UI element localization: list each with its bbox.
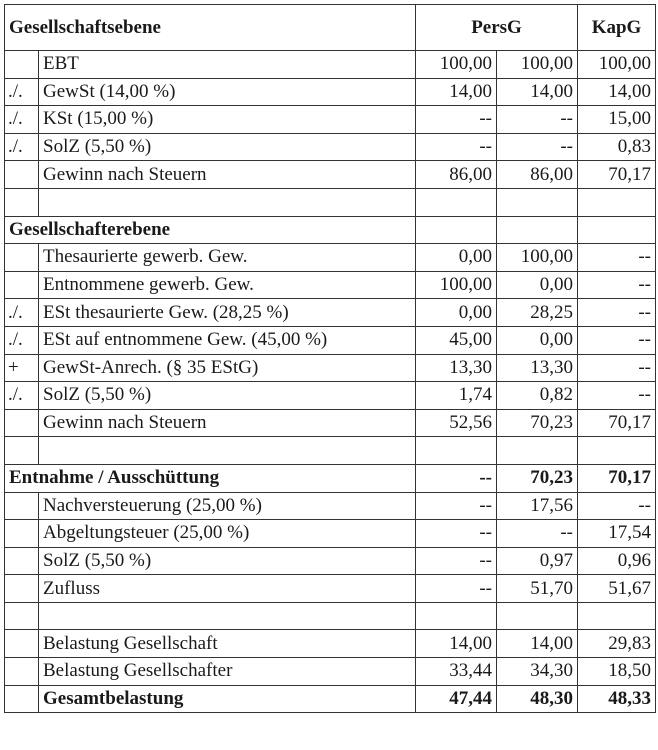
- spacer-row: [5, 188, 656, 216]
- value-persg-2: 0,97: [497, 547, 578, 575]
- value-persg-2: 28,25: [497, 299, 578, 327]
- section-heading-gesellschaftsebene: Gesellschaftsebene: [5, 5, 416, 51]
- row-sign: [5, 575, 39, 603]
- value-kapg: 18,50: [578, 658, 656, 686]
- row-sign: [5, 409, 39, 437]
- row-sign: ./.: [5, 133, 39, 161]
- value-persg-2: --: [497, 133, 578, 161]
- row-label: SolZ (5,50 %): [39, 547, 416, 575]
- value-persg-1: 0,00: [416, 244, 497, 272]
- value-kapg: --: [578, 326, 656, 354]
- table-row: [5, 271, 656, 299]
- value-kapg: 29,83: [578, 630, 656, 658]
- spacer-row: [5, 437, 656, 465]
- value-kapg: --: [578, 244, 656, 272]
- value-kapg: 14,00: [578, 78, 656, 106]
- value-persg-2: 13,30: [497, 354, 578, 382]
- value-persg-1: --: [416, 520, 497, 548]
- column-header-persg: PersG: [416, 5, 578, 51]
- value-persg-1: --: [416, 464, 497, 492]
- value-persg-1: 1,74: [416, 382, 497, 410]
- value-persg-2: --: [497, 106, 578, 134]
- table-row: [5, 326, 656, 354]
- value-persg-1: --: [416, 547, 497, 575]
- row-label: SolZ (5,50 %): [39, 382, 416, 410]
- value-persg-1: --: [416, 106, 497, 134]
- value-persg-1: 100,00: [416, 51, 497, 79]
- value-persg-1: 33,44: [416, 658, 497, 686]
- table-row: [5, 630, 656, 658]
- row-sign: [5, 658, 39, 686]
- table-row: [5, 354, 656, 382]
- row-label: GewSt-Anrech. (§ 35 EStG): [39, 354, 416, 382]
- value-kapg: 70,17: [578, 409, 656, 437]
- table-row: [5, 382, 656, 410]
- total-persg-1: 47,44: [416, 685, 497, 713]
- value-persg-1: --: [416, 575, 497, 603]
- value-persg-2: 0,82: [497, 382, 578, 410]
- row-sign: [5, 244, 39, 272]
- total-kapg: 48,33: [578, 685, 656, 713]
- value-persg-2: 100,00: [497, 51, 578, 79]
- column-header-kapg: KapG: [578, 5, 656, 51]
- row-sign: [5, 51, 39, 79]
- value-kapg: --: [578, 271, 656, 299]
- table-row: [5, 299, 656, 327]
- row-label: Thesaurierte gewerb. Gew.: [39, 244, 416, 272]
- row-label: EBT: [39, 51, 416, 79]
- value-persg-1: 14,00: [416, 78, 497, 106]
- row-label: Belastung Gesellschafter: [39, 658, 416, 686]
- value-kapg: 17,54: [578, 520, 656, 548]
- value-kapg: 0,96: [578, 547, 656, 575]
- row-sign: [5, 685, 39, 713]
- value-kapg: 0,83: [578, 133, 656, 161]
- table-row: [5, 575, 656, 603]
- row-label: Gewinn nach Steuern: [39, 409, 416, 437]
- row-label: Gewinn nach Steuern: [39, 161, 416, 189]
- table-row: [5, 51, 656, 79]
- section-row-gesellschafterebene: [5, 216, 656, 244]
- total-row: [5, 685, 656, 713]
- value-persg-2: 100,00: [497, 244, 578, 272]
- row-label: Nachversteuerung (25,00 %): [39, 492, 416, 520]
- row-label: ESt thesaurierte Gew. (28,25 %): [39, 299, 416, 327]
- row-sign: ./.: [5, 382, 39, 410]
- row-sign: [5, 630, 39, 658]
- total-persg-2: 48,30: [497, 685, 578, 713]
- spacer-row: [5, 602, 656, 630]
- value-persg-2: 14,00: [497, 630, 578, 658]
- row-sign: [5, 547, 39, 575]
- value-kapg: 70,17: [578, 161, 656, 189]
- value-persg-1: 52,56: [416, 409, 497, 437]
- row-label: Belastung Gesellschaft: [39, 630, 416, 658]
- table-row: [5, 133, 656, 161]
- value-kapg: 100,00: [578, 51, 656, 79]
- value-persg-2: 70,23: [497, 464, 578, 492]
- value-kapg: --: [578, 299, 656, 327]
- section-heading-gesellschafterebene: Gesellschafterebene: [5, 216, 416, 244]
- table-header-row: [5, 5, 656, 51]
- table-row: [5, 106, 656, 134]
- value-persg-2: 0,00: [497, 326, 578, 354]
- section-heading-entnahme-ausschuettung: Entnahme / Ausschüttung: [5, 464, 416, 492]
- row-sign: ./.: [5, 106, 39, 134]
- value-persg-1: 100,00: [416, 271, 497, 299]
- value-persg-2: 17,56: [497, 492, 578, 520]
- value-persg-1: 86,00: [416, 161, 497, 189]
- tax-burden-table: [4, 4, 656, 713]
- row-sign: [5, 492, 39, 520]
- row-label: Zufluss: [39, 575, 416, 603]
- table-row: [5, 78, 656, 106]
- row-label: Abgeltungsteuer (25,00 %): [39, 520, 416, 548]
- value-kapg: --: [578, 382, 656, 410]
- value-kapg: 70,17: [578, 464, 656, 492]
- value-kapg: 51,67: [578, 575, 656, 603]
- row-label: Entnommene gewerb. Gew.: [39, 271, 416, 299]
- value-persg-2: 86,00: [497, 161, 578, 189]
- row-label: SolZ (5,50 %): [39, 133, 416, 161]
- value-persg-1: --: [416, 492, 497, 520]
- row-label: KSt (15,00 %): [39, 106, 416, 134]
- value-persg-2: 70,23: [497, 409, 578, 437]
- value-persg-2: 14,00: [497, 78, 578, 106]
- row-sign: +: [5, 354, 39, 382]
- row-label: ESt auf entnommene Gew. (45,00 %): [39, 326, 416, 354]
- row-sign: [5, 161, 39, 189]
- table-row: [5, 492, 656, 520]
- table-row: [5, 658, 656, 686]
- row-label: GewSt (14,00 %): [39, 78, 416, 106]
- row-sign: [5, 520, 39, 548]
- value-kapg: --: [578, 492, 656, 520]
- row-sign: ./.: [5, 78, 39, 106]
- table-row: [5, 409, 656, 437]
- value-persg-1: 13,30: [416, 354, 497, 382]
- table-row: [5, 520, 656, 548]
- table-row: [5, 547, 656, 575]
- value-kapg: 15,00: [578, 106, 656, 134]
- value-persg-2: --: [497, 520, 578, 548]
- section-row-entnahme: [5, 464, 656, 492]
- value-persg-2: 34,30: [497, 658, 578, 686]
- table-row: [5, 244, 656, 272]
- table-row: [5, 161, 656, 189]
- total-label: Gesamtbelastung: [39, 685, 416, 713]
- value-persg-1: --: [416, 133, 497, 161]
- row-sign: ./.: [5, 326, 39, 354]
- value-persg-1: 45,00: [416, 326, 497, 354]
- value-persg-1: 0,00: [416, 299, 497, 327]
- value-kapg: --: [578, 354, 656, 382]
- row-sign: [5, 271, 39, 299]
- value-persg-2: 0,00: [497, 271, 578, 299]
- row-sign: ./.: [5, 299, 39, 327]
- value-persg-2: 51,70: [497, 575, 578, 603]
- value-persg-1: 14,00: [416, 630, 497, 658]
